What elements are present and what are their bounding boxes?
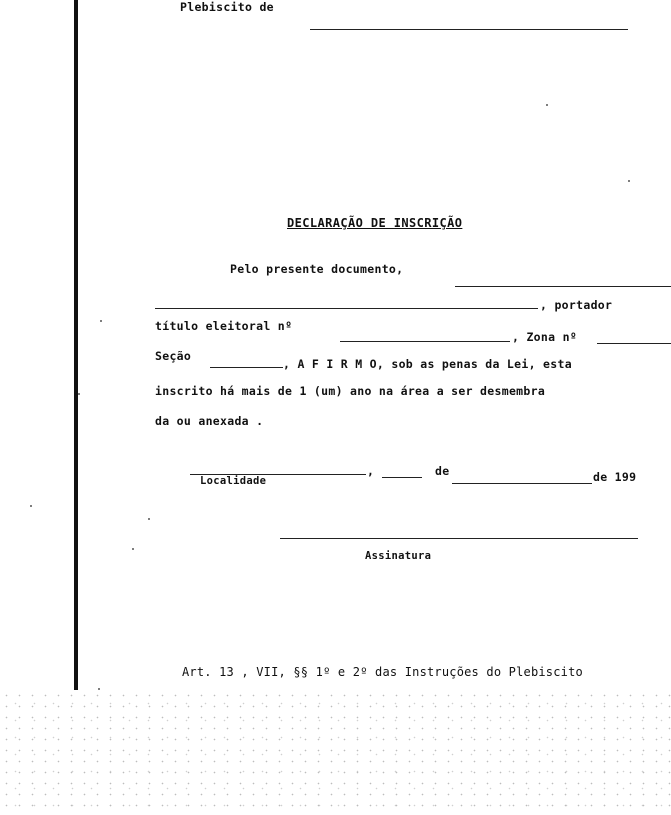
date-de-1: de	[435, 464, 450, 478]
month-line[interactable]	[452, 483, 592, 484]
scan-speck	[30, 505, 32, 507]
scan-speck	[100, 320, 102, 322]
left-margin-rule	[74, 0, 78, 690]
zona-label: , Zona nº	[512, 330, 578, 344]
zona-number-line[interactable]	[597, 343, 671, 344]
date-comma: ,	[367, 464, 375, 478]
scan-speck	[546, 104, 548, 106]
day-line[interactable]	[382, 477, 422, 478]
scan-speck	[132, 548, 134, 550]
plebiscito-name-line[interactable]	[310, 29, 628, 30]
titulo-eleitoral-label: título eleitoral nº	[155, 319, 293, 333]
legal-reference: Art. 13 , VII, §§ 1º e 2º das Instruções do Plebiscito	[182, 665, 583, 679]
intro-text: Pelo presente documento,	[230, 262, 404, 276]
declarant-name-line-2[interactable]	[155, 308, 538, 309]
scan-speck	[148, 518, 150, 520]
plebiscito-label: Plebiscito de	[180, 0, 274, 14]
document-title: DECLARAÇÃO DE INSCRIÇÃO	[287, 216, 463, 230]
signature-line[interactable]	[280, 538, 638, 539]
afirmo-text: , A F I R M O, sob as penas da Lei, esta	[283, 357, 572, 371]
portador-text: , portador	[540, 298, 613, 312]
scan-noise-area	[0, 690, 671, 815]
anexada-text: da ou anexada .	[155, 414, 264, 428]
localidade-caption: Localidade	[200, 475, 267, 487]
scan-speck	[628, 180, 630, 182]
inscrito-text: inscrito há mais de 1 (um) ano na área a ser desmembra	[155, 384, 546, 398]
scan-speck	[78, 393, 80, 395]
signature-caption: Assinatura	[365, 550, 432, 562]
secao-number-line[interactable]	[210, 367, 283, 368]
declarant-name-line[interactable]	[455, 286, 671, 287]
date-de-year: de 199	[593, 470, 637, 484]
titulo-number-line[interactable]	[340, 341, 510, 342]
secao-label: Seção	[155, 349, 192, 363]
